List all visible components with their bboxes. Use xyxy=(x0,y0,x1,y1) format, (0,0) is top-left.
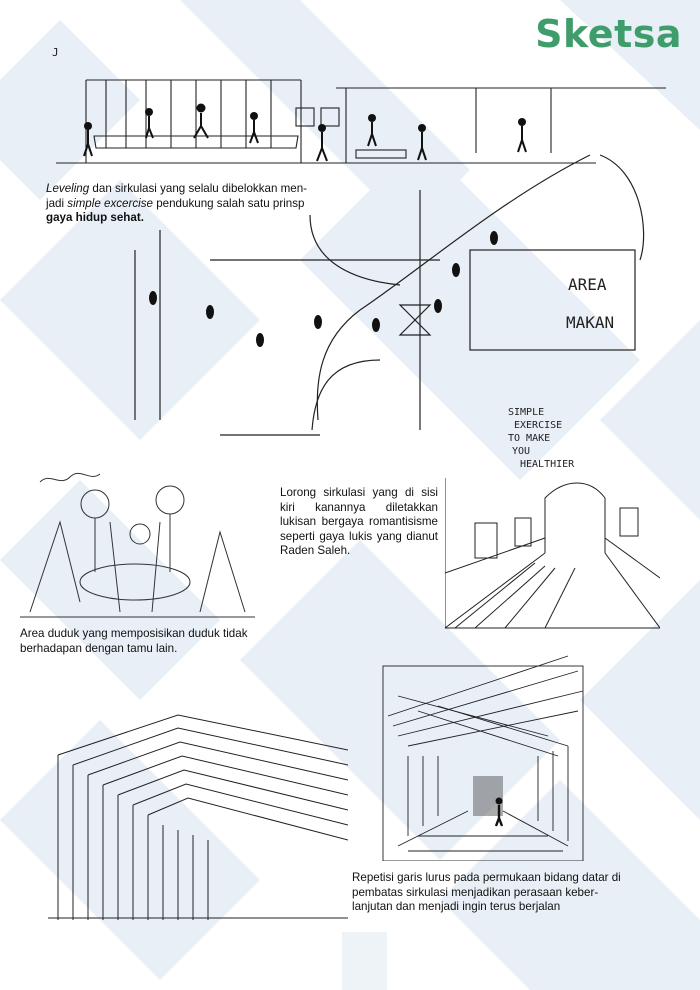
page-tab xyxy=(342,932,387,990)
caption-repetition: Repetisi garis lurus pada permukaan bidang datar di pembatas sirkulasi menjadikan perasaan keber-lanjutan dan menjadi ingin terus berjalan xyxy=(352,871,621,914)
sketch-circulation-plan xyxy=(120,150,660,450)
caption-text-2b: pendukung salah satu prinsp xyxy=(152,196,305,210)
note-line-2: EXERCISE xyxy=(514,420,563,431)
page-title: Sketsa xyxy=(535,12,682,56)
sketch-seating-area xyxy=(20,462,255,622)
sketch-repetition-tunnel xyxy=(48,710,348,920)
sketch-dark-corridor xyxy=(378,636,588,861)
area-makan-line1: AREA xyxy=(568,275,607,294)
caption-text-1: dan sirkulasi yang selalu dibelokkan men- xyxy=(89,182,308,195)
sketch-corridor-perspective xyxy=(445,478,660,630)
caption-bold-healthy: gaya hidup sehat. xyxy=(46,211,144,225)
caption-corridor: Lorong sirkulasi yang di sisi kiri kanannya diletakkan lukisan bergaya romantisisme seperti gaya lukis yang dianut Raden Saleh. xyxy=(280,486,438,558)
note-line-1: SIMPLE xyxy=(508,407,545,418)
note-line-5: HEALTHIER xyxy=(520,459,575,470)
area-makan-line2: MAKAN xyxy=(566,313,615,332)
note-simple-exercise xyxy=(508,406,574,471)
page-mark: J xyxy=(52,46,59,59)
caption-italic-leveling: Leveling xyxy=(46,182,90,195)
note-line-3: TO MAKE xyxy=(508,433,551,444)
caption-italic-exercise: simple excercise xyxy=(67,196,153,210)
caption-seating: Area duduk yang memposisikan duduk tidak berhadapan dengan tamu lain. xyxy=(20,627,248,655)
note-line-4: YOU xyxy=(512,446,531,457)
caption-text-2a: jadi xyxy=(46,196,68,210)
